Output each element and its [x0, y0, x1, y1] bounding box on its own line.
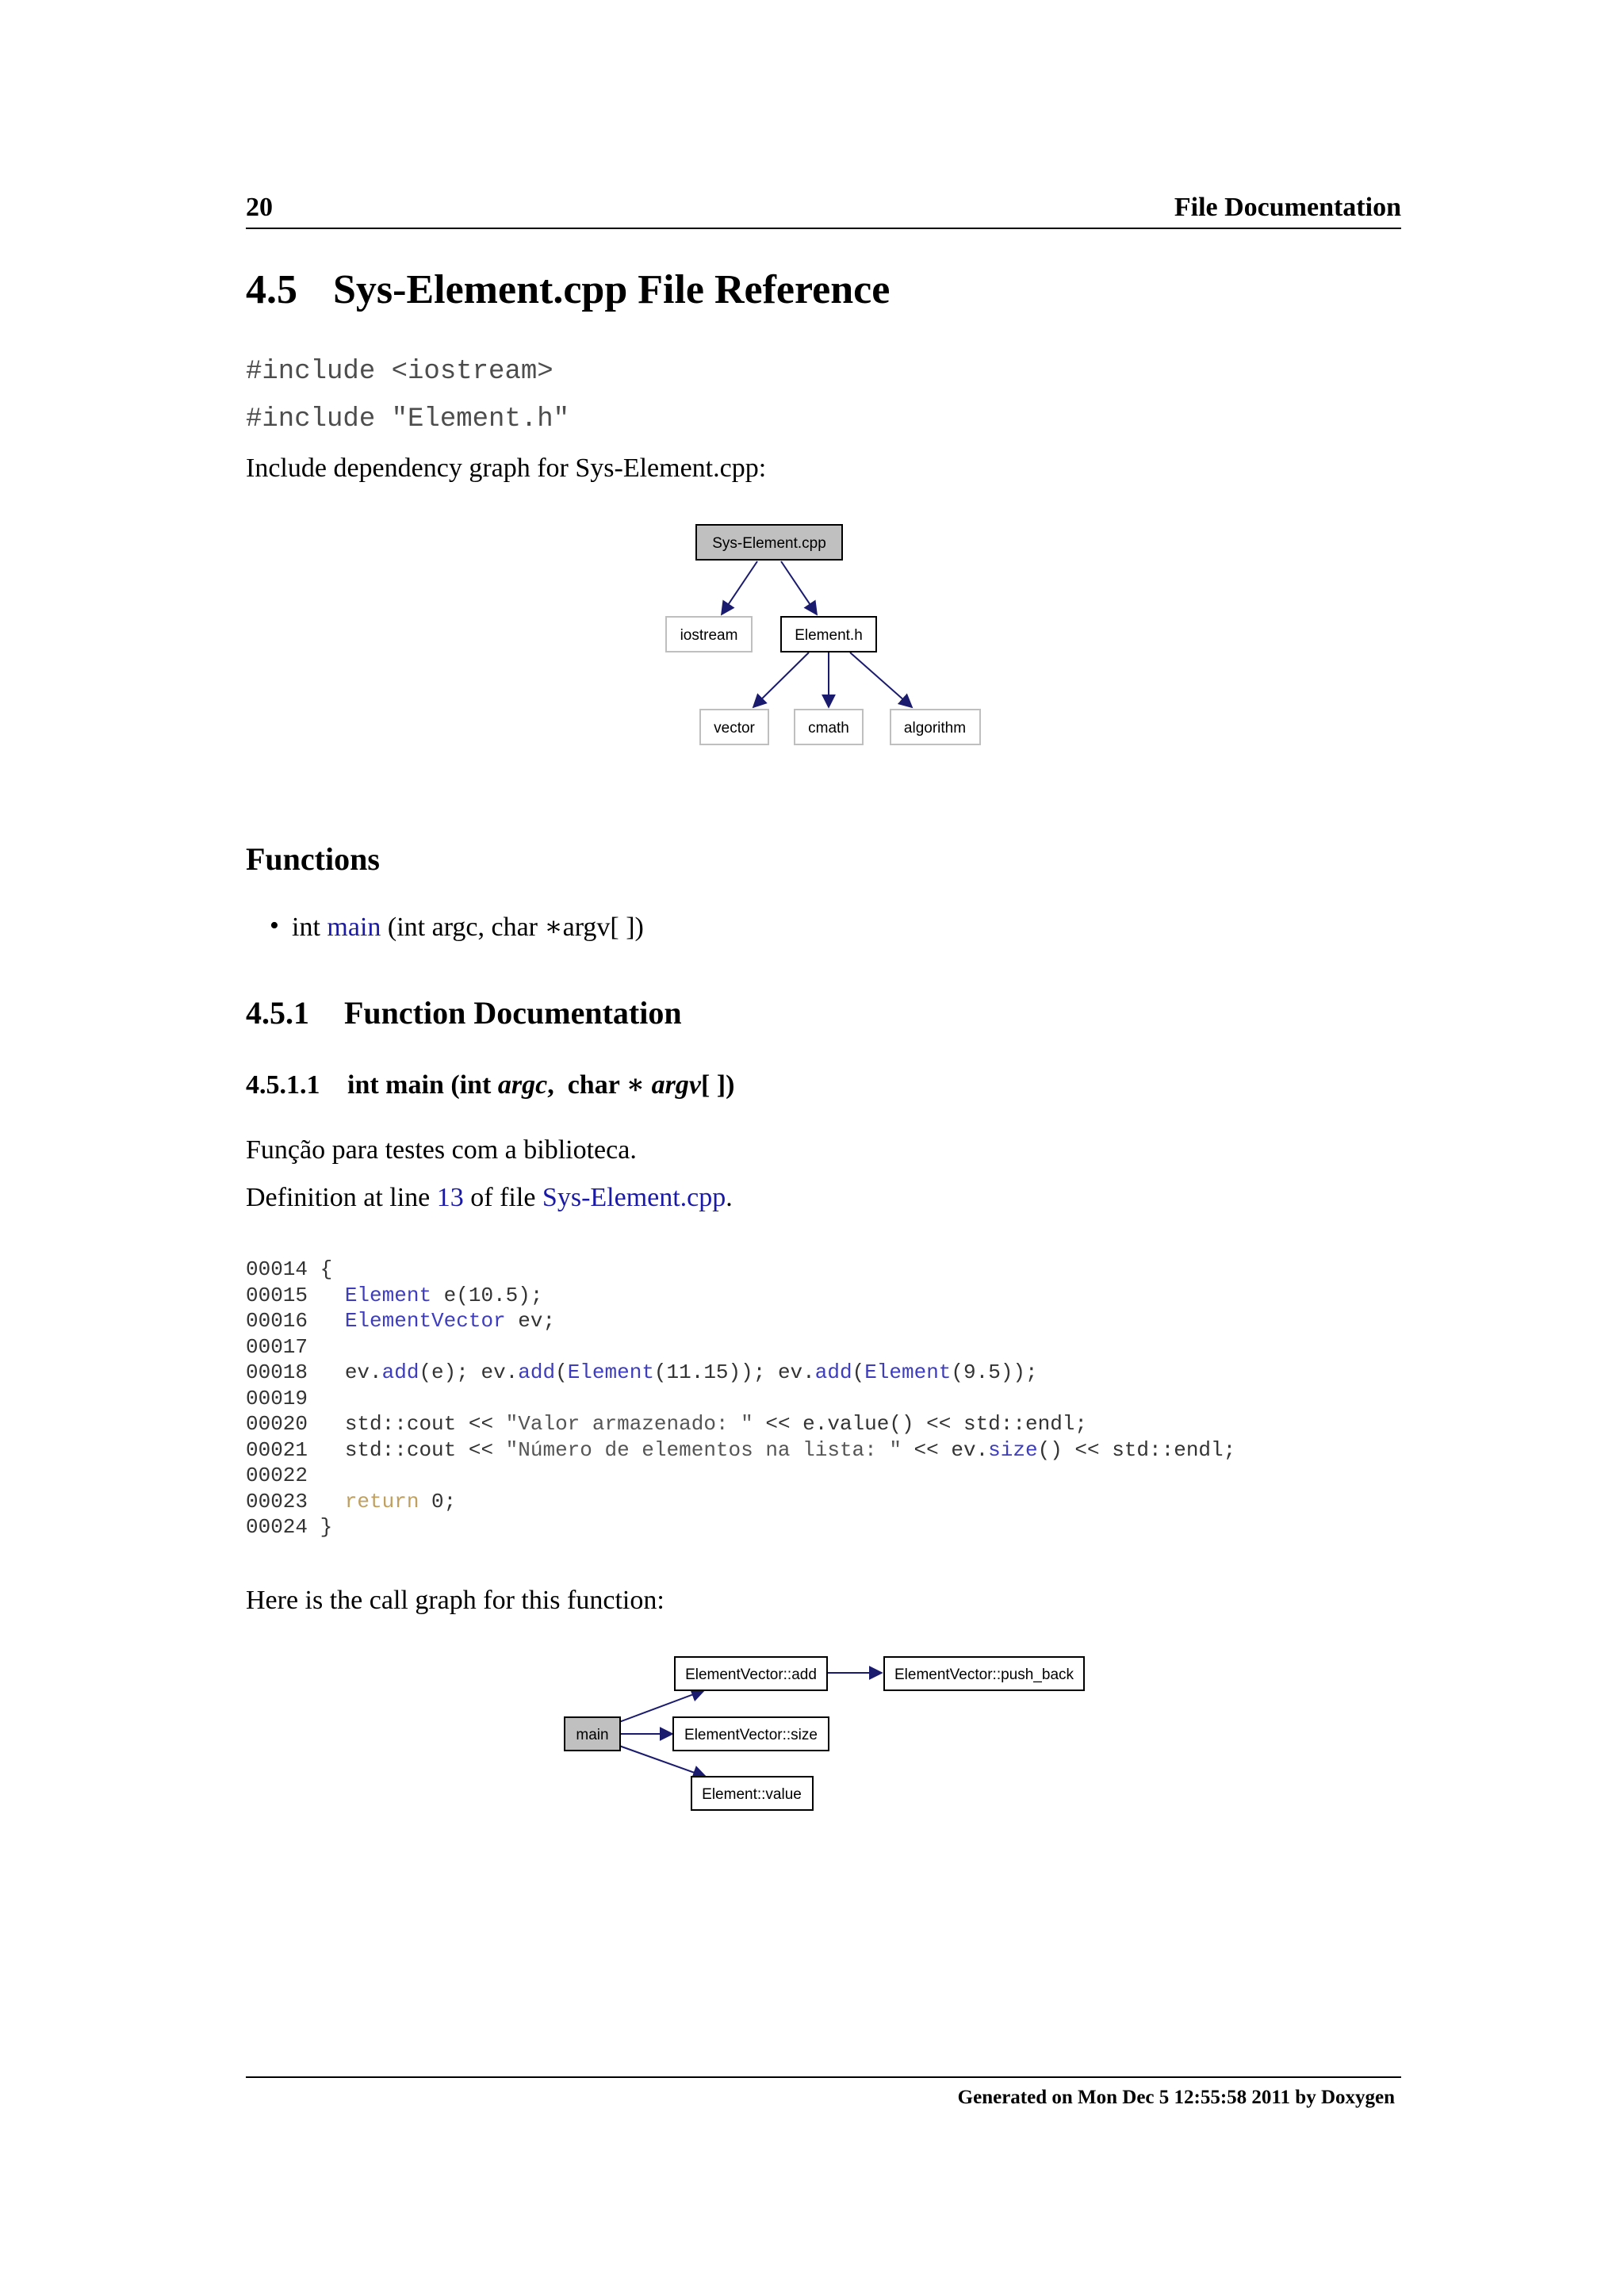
function-doc-title: Function Documentation — [344, 995, 682, 1031]
node-elementvector-add[interactable] — [675, 1657, 827, 1690]
code-token[interactable]: Element — [344, 1283, 432, 1307]
code-line-number: 00024 — [246, 1515, 320, 1539]
definition-suffix: . — [726, 1183, 733, 1212]
node-elementvector-size[interactable] — [673, 1717, 829, 1751]
svg-text:ElementVector::size: ElementVector::size — [684, 1727, 818, 1743]
svg-text:iostream: iostream — [680, 627, 738, 644]
code-line — [246, 1283, 1235, 1309]
section-number: 4.5 — [246, 267, 297, 312]
code-token[interactable]: add — [814, 1360, 852, 1384]
code-token: (11.15)); ev. — [653, 1360, 815, 1384]
svg-text:ElementVector::add: ElementVector::add — [685, 1667, 817, 1683]
code-token: 0; — [419, 1489, 457, 1513]
definition-line-link[interactable]: 13 — [436, 1183, 464, 1212]
code-line-number: 00019 — [246, 1386, 308, 1410]
definition-file-link[interactable]: Sys-Element.cpp — [542, 1183, 726, 1212]
code-line-number: 00014 — [246, 1257, 320, 1281]
code-token[interactable]: Element — [567, 1360, 654, 1384]
main-function-arg1: argc — [497, 1070, 548, 1100]
code-line — [246, 1411, 1235, 1437]
code-line-number: 00017 — [246, 1334, 308, 1359]
node-cmath — [795, 710, 863, 744]
node-algorithm — [891, 710, 980, 744]
svg-text:algorithm: algorithm — [903, 720, 967, 737]
code-token[interactable]: add — [381, 1360, 419, 1384]
code-line-number: 00021 — [246, 1437, 345, 1462]
svg-text:Element.h: Element.h — [795, 627, 863, 644]
definition-prefix: Definition at line — [246, 1183, 437, 1212]
include-graph-caption: Include dependency graph for Sys-Element.cpp: — [246, 453, 767, 483]
code-line-number: 00022 — [246, 1464, 308, 1487]
code-line — [246, 1308, 1235, 1334]
code-token: "Valor armazenado: " — [505, 1412, 753, 1436]
main-function-heading — [246, 1069, 734, 1100]
code-token: << e.value() << std::endl; — [753, 1412, 1088, 1436]
code-line-number: 00015 — [246, 1283, 345, 1307]
code-line-number: 00020 — [246, 1412, 345, 1436]
node-sys-element-cpp[interactable] — [696, 525, 842, 560]
code-token[interactable]: ElementVector — [344, 1309, 506, 1333]
code-line — [246, 1514, 1235, 1540]
svg-text:cmath: cmath — [808, 720, 849, 737]
node-vector — [700, 710, 768, 744]
definition-line — [246, 1183, 733, 1213]
code-token: () << std::endl; — [1037, 1437, 1236, 1462]
main-function-arg2: argv — [651, 1070, 701, 1100]
include-iostream: #include <iostream> — [246, 357, 553, 387]
code-line — [246, 1360, 1235, 1386]
code-token: std::cout << — [344, 1412, 506, 1436]
function-doc-heading — [246, 994, 682, 1031]
main-function-number: 4.5.1.1 — [246, 1070, 320, 1100]
node-element-h[interactable] — [781, 617, 876, 652]
code-line — [246, 1386, 1235, 1412]
svg-text:Element::value: Element::value — [702, 1786, 802, 1803]
function-signature-args: (int argc, char ∗argv[ ]) — [381, 913, 644, 942]
functions-heading: Functions — [246, 841, 380, 877]
code-token: e(10.5); — [431, 1283, 543, 1307]
code-token[interactable]: Element — [864, 1360, 952, 1384]
code-token: return — [344, 1489, 419, 1513]
svg-text:ElementVector::push_back: ElementVector::push_back — [894, 1667, 1074, 1683]
edge-element-algorithm — [850, 652, 912, 707]
code-token: std::cout << — [344, 1437, 506, 1462]
code-token: ev. — [344, 1360, 382, 1384]
node-element-value[interactable] — [691, 1777, 813, 1810]
code-line-number: 00018 — [246, 1360, 345, 1384]
main-function-mid: , char ∗ — [547, 1070, 652, 1100]
function-list-item — [270, 911, 644, 943]
code-token[interactable]: size — [988, 1437, 1038, 1462]
code-listing — [246, 1257, 1235, 1540]
code-token: << ev. — [901, 1437, 989, 1462]
include-element-h: #include "Element.h" — [246, 404, 570, 434]
code-token: (9.5)); — [951, 1360, 1038, 1384]
main-function-suffix: [ ]) — [700, 1070, 735, 1100]
code-line — [246, 1463, 1235, 1489]
code-line — [246, 1334, 1235, 1360]
code-token: ( — [852, 1360, 865, 1384]
code-line — [246, 1489, 1235, 1515]
code-line-number: 00023 — [246, 1489, 345, 1513]
svg-text:Sys-Element.cpp: Sys-Element.cpp — [712, 535, 826, 552]
function-return-type: int — [292, 913, 327, 942]
code-line — [246, 1257, 1235, 1283]
main-function-prefix: int main (int — [347, 1070, 498, 1100]
node-main[interactable] — [565, 1717, 620, 1751]
edge-element-vector — [753, 652, 809, 707]
code-token: ( — [555, 1360, 568, 1384]
footer-generated: Generated on Mon Dec 5 12:55:58 2011 by Doxygen — [957, 2087, 1395, 2108]
node-iostream — [666, 617, 752, 652]
svg-text:vector: vector — [714, 720, 755, 737]
svg-text:main: main — [576, 1727, 609, 1743]
code-token[interactable]: add — [518, 1360, 556, 1384]
code-token: (e); ev. — [419, 1360, 519, 1384]
code-token: } — [320, 1515, 333, 1539]
code-token: { — [320, 1257, 333, 1281]
code-line-number: 00016 — [246, 1309, 345, 1333]
page-number: 20 — [246, 193, 273, 222]
function-doc-number: 4.5.1 — [246, 995, 309, 1031]
definition-mid: of file — [463, 1183, 542, 1212]
section-title-text: Sys-Element.cpp File Reference — [333, 267, 891, 312]
node-elementvector-push-back[interactable] — [884, 1657, 1084, 1690]
function-link-main[interactable]: main — [327, 913, 381, 942]
footer-rule — [246, 2076, 1401, 2078]
code-line — [246, 1437, 1235, 1464]
edge-root-element-h — [781, 561, 817, 614]
edge-root-iostream — [722, 561, 757, 614]
bullet: • — [270, 911, 279, 940]
code-token: ev; — [505, 1309, 556, 1333]
call-graph-caption: Here is the call graph for this function: — [246, 1586, 665, 1615]
running-header-section: File Documentation — [1174, 193, 1401, 222]
function-description: Função para testes com a biblioteca. — [246, 1135, 637, 1165]
code-token: "Número de elementos na lista: " — [505, 1437, 902, 1462]
